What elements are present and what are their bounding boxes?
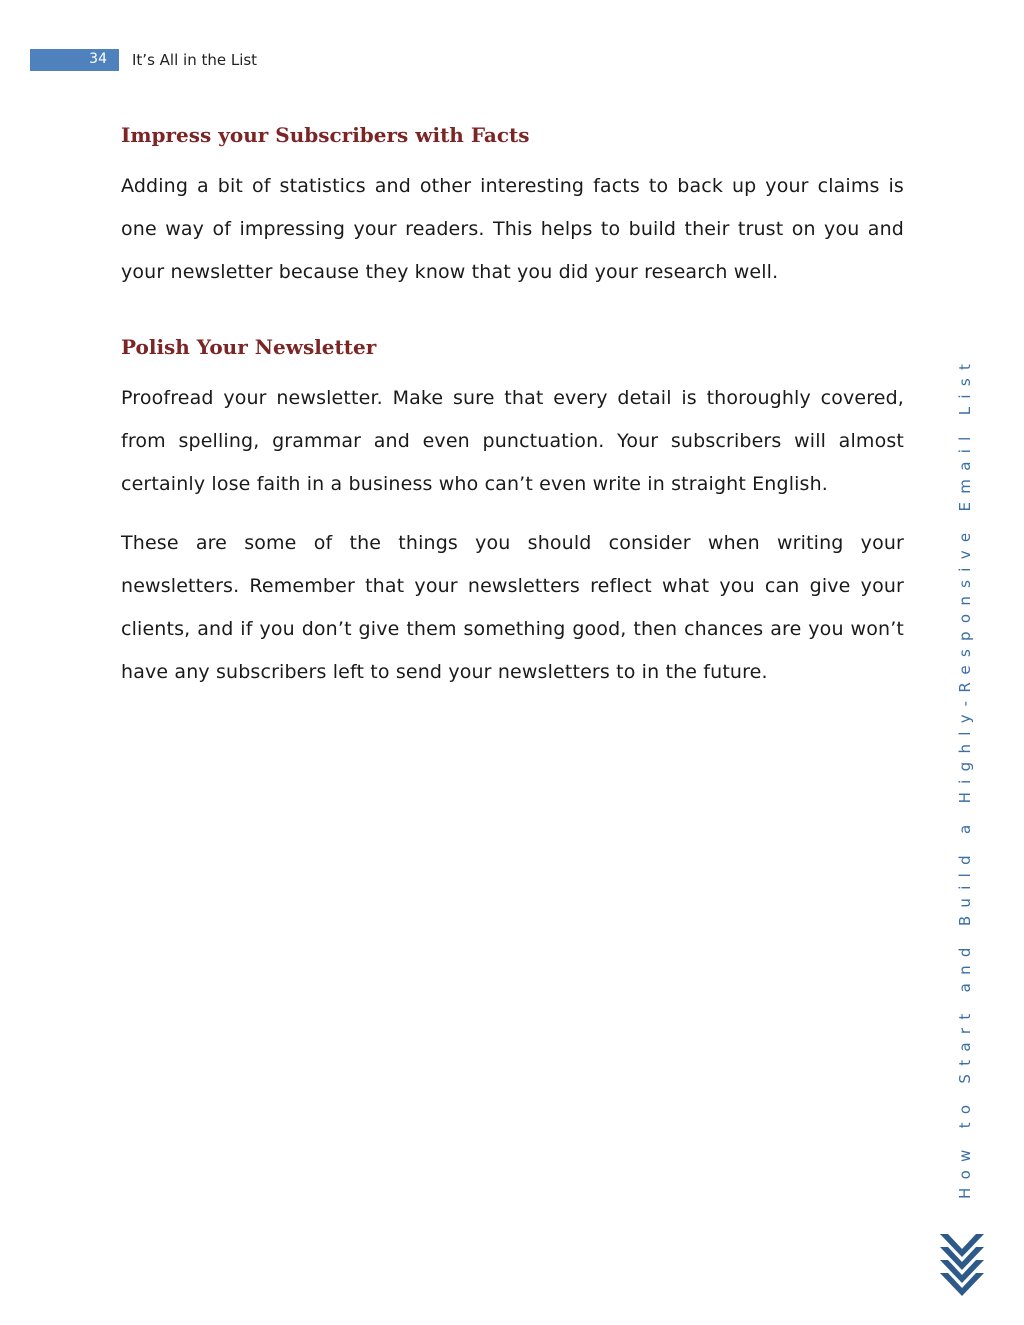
document-body (121, 118, 904, 710)
section-heading: Impress your Subscribers with Facts (121, 123, 530, 147)
section-heading: Polish Your Newsletter (121, 335, 377, 359)
paragraph: Adding a bit of statistics and other interesting facts to back up your claims is one way of impressing your readers. This helps to build their trust on you and your newsletter because they know that you did your research well. (121, 175, 904, 283)
page-number-bar (30, 49, 119, 71)
double-chevron-down-icon (938, 1232, 986, 1296)
paragraph: Proofread your newsletter. Make sure that every detail is thoroughly covered, from spelling, grammar and even punctuation. Your subscribers will almost certainly lose faith in a business who can’t even write in straight English. (121, 387, 904, 495)
running-header: It’s All in the List (132, 51, 258, 69)
page-number: 34 (89, 51, 107, 67)
paragraph: These are some of the things you should consider when writing your newsletters. Remember that your newsletters reflect what you can give your clients, and if you don’t give them something good, then chances are you won’t have any subscribers left to send your newsletters to in the future. (121, 532, 904, 683)
side-book-title: How to Start and Build a Highly-Responsive Email List (956, 355, 974, 1199)
